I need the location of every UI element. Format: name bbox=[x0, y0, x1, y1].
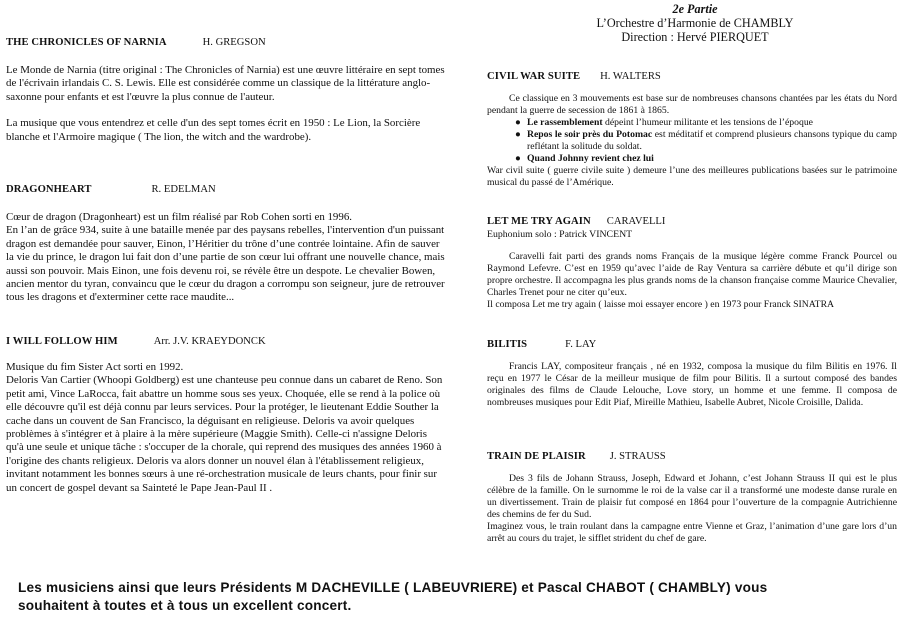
composer: H. WALTERS bbox=[600, 71, 661, 82]
piece-title: DRAGONHEART bbox=[6, 184, 92, 195]
section-let-me-try bbox=[487, 211, 897, 311]
part-header bbox=[560, 2, 830, 44]
paragraph: Des 3 fils de Johann Strauss, Joseph, Edward et Johann, c’est Johann Strauss II qui est le plus célèbre de la famille. On le surnomme le roi de la valse car il a transformé une modeste danse rurale en un divertissement. Train de plaisir fut composé en 1864 pour l’ouverture de la compagnie Autrichienne des chemins de fer du Sud. bbox=[487, 473, 897, 520]
piece-title: THE CHRONICLES OF NARNIA bbox=[6, 37, 167, 48]
section-bilitis bbox=[487, 334, 897, 409]
section-dragonheart bbox=[6, 179, 446, 305]
section-narnia bbox=[6, 32, 446, 144]
movement-name: Repos le soir près du Potomac bbox=[527, 129, 653, 140]
paragraph: Caravelli fait parti des grands noms Français de la musique légère comme Franck Pourcel ou Raymond Lefevre. C’est en 1959 qu’avec l’aide de Ray Ventura sa carrière débute et qu’il dirige son propre orchestre. Il accompagna les plus grands noms de la chanson française comme Maurice Chevalier, Charles Trenet pour ne citer qu’eux. bbox=[487, 251, 897, 298]
section-follow-him bbox=[6, 331, 446, 495]
piece-title: LET ME TRY AGAIN bbox=[487, 216, 591, 227]
section-header bbox=[487, 446, 897, 464]
closing-line-2: souhaitent à toutes et à tous un excellent concert. bbox=[18, 598, 352, 613]
section-civil-war bbox=[487, 66, 897, 189]
list-item bbox=[515, 117, 897, 129]
piece-title: BILITIS bbox=[487, 339, 528, 350]
movement-desc: est méditatif et comprend plusieurs chansons typique du camp reflétant la solitude du soldat. bbox=[527, 129, 898, 152]
paragraph: Cœur de dragon (Dragonheart) est un film réalisé par Rob Cohen sorti en 1996. bbox=[6, 211, 352, 223]
piece-title: CIVIL WAR SUITE bbox=[487, 71, 581, 82]
section-body bbox=[6, 64, 446, 144]
closing-line-1: Les musiciens ainsi que leurs Présidents M DACHEVILLE ( LABEUVRIERE) et Pascal CHABOT ( CHAMBLY) vous bbox=[18, 580, 768, 595]
bullet-icon: ● bbox=[515, 117, 521, 128]
piece-title: TRAIN DE PLAISIR bbox=[487, 451, 586, 462]
list-item bbox=[515, 153, 897, 165]
composer: J. STRAUSS bbox=[609, 451, 666, 462]
section-header bbox=[6, 331, 446, 349]
section-body bbox=[487, 251, 897, 311]
paragraph: Musique du fim Sister Act sorti en 1992. bbox=[6, 361, 184, 373]
bullet-icon: ● bbox=[515, 129, 521, 140]
paragraph: War civil suite ( guerre civile suite ) demeure l’une des meilleures publications basées sur le patrimoine musical du passé de l’Amérique. bbox=[487, 165, 897, 188]
direction-line: Direction : Hervé PIERQUET bbox=[621, 30, 769, 44]
orchestra-name: L’Orchestre d’Harmonie de CHAMBLY bbox=[596, 16, 794, 30]
movement-name: Le rassemblement bbox=[527, 117, 603, 128]
section-header bbox=[487, 334, 897, 352]
section-body bbox=[6, 211, 446, 305]
paragraph: Francis LAY, compositeur français , né en 1932, composa la musique du film Bilitis en 1976. Il reçu en 1977 le César de la meilleur musique de film pour Bilitis. Il a surtout composé des bandes originales des films de Claude Lelouche, Love story, un homme et une femme. Il composa de nombreuses musiques pour Edit Piaf, Mireille Mathieu, Isabelle Aubret, Nicole Croisille, Dalida. bbox=[487, 361, 897, 408]
section-body bbox=[487, 473, 897, 545]
section-header bbox=[487, 66, 897, 84]
paragraph: La musique que vous entendrez et celle d'un des sept tomes écrit en 1950 : Le Lion, la Sorcière blanche et l'Armoire magique ( The lion, the witch and the wardrobe). bbox=[6, 117, 421, 143]
soloist-line: Euphonium solo : Patrick VINCENT bbox=[487, 229, 633, 240]
section-header bbox=[487, 211, 897, 229]
composer: H. GREGSON bbox=[202, 37, 266, 48]
closing-message bbox=[18, 579, 888, 615]
section-body bbox=[487, 93, 897, 189]
composer: Arr. J.V. KRAEYDONCK bbox=[153, 336, 266, 347]
section-header bbox=[6, 179, 446, 197]
section-train bbox=[487, 446, 897, 545]
section-body bbox=[6, 361, 446, 495]
movement-list bbox=[487, 117, 897, 165]
paragraph: Le Monde de Narnia (titre original : The Chronicles of Narnia) est une œuvre littéraire en sept tomes de l'écrivain irlandais C. S. Lewis. Elle est considérée comme un classique de la littérature anglo-saxonne pour enfants et est l'œuvre la plus connue de l'auteur. bbox=[6, 64, 445, 103]
piece-title: I WILL FOLLOW HIM bbox=[6, 336, 118, 347]
composer: R. EDELMAN bbox=[151, 184, 216, 195]
section-header bbox=[6, 32, 446, 50]
composer: CARAVELLI bbox=[606, 216, 666, 227]
section-body bbox=[487, 361, 897, 409]
list-item bbox=[515, 129, 898, 153]
paragraph: En l’an de grâce 934, suite à une bataille menée par des paysans rebelles, l'intervention d'un puissant dragon est demandée pour sauver, Einon, l’Héritier du trône d’une contrée lointaine. Afin de sauver la vie du prince, le dragon lui fait don d’une partie de son cœur lui offrant une nouvelle chance, mais aussi son pouvoir. Mais Einon, une fois devenu roi, se révèle être un despote. Le chevalier Bowen, ancien mentor du tyran, convaincu que le cœur du dragon a corrompu son seigneur, jure de retrouver tous les dragons et d'exterminer cette race maudite... bbox=[6, 224, 445, 304]
paragraph: Deloris Van Cartier (Whoopi Goldberg) est une chanteuse peu connue dans un cabaret de Reno. Son petit ami, Vince LaRocca, fait abattre un homme sous ses yeux. Choquée, elle se rend à la police où elle découvre qu'il est déjà connu par leurs services. Pour la protéger, le lieutenant Eddie Souther la cache dans un couvent de San Francisco, la déguisant en religieuse. Deloris va avoir quelques problèmes à s'intégrer et à plaire à la mère supérieure (Maggie Smith). Celle-ci n'assigne Deloris qu'à une seule et unique tâche : s'occuper de la chorale, qui reprend des musiques des années 1960 à l'origine des chants religieux. Deloris va alors donner un nouvel élan à l'établissement religieux, invitant notamment les bonnes sœurs à une ré-orchestration musicale de leurs chants, pour finir sur un concert de gospel devant sa Sainteté le Pape Jean-Paul II . bbox=[6, 374, 443, 494]
movement-desc: dépeint l’humeur militante et les tensions de l’époque bbox=[602, 117, 813, 128]
bullet-icon: ● bbox=[515, 153, 521, 164]
paragraph: Ce classique en 3 mouvements est base sur de nombreuses chansons chantées par les états du Nord pendant la guerre de secession de 1861 à 1865. bbox=[487, 93, 897, 116]
part-label: 2e Partie bbox=[672, 2, 718, 16]
movement-name: Quand Johnny revient chez lui bbox=[527, 153, 654, 164]
paragraph: Imaginez vous, le train roulant dans la campagne entre Vienne et Graz, l’animation d’une gare lors d’un arrêt au cours du trajet, le sifflet strident du chef de gare. bbox=[487, 521, 897, 544]
composer: F. LAY bbox=[565, 339, 597, 350]
paragraph: Il composa Let me try again ( laisse moi essayer encore ) en 1973 pour Franck SINATRA bbox=[487, 299, 835, 310]
